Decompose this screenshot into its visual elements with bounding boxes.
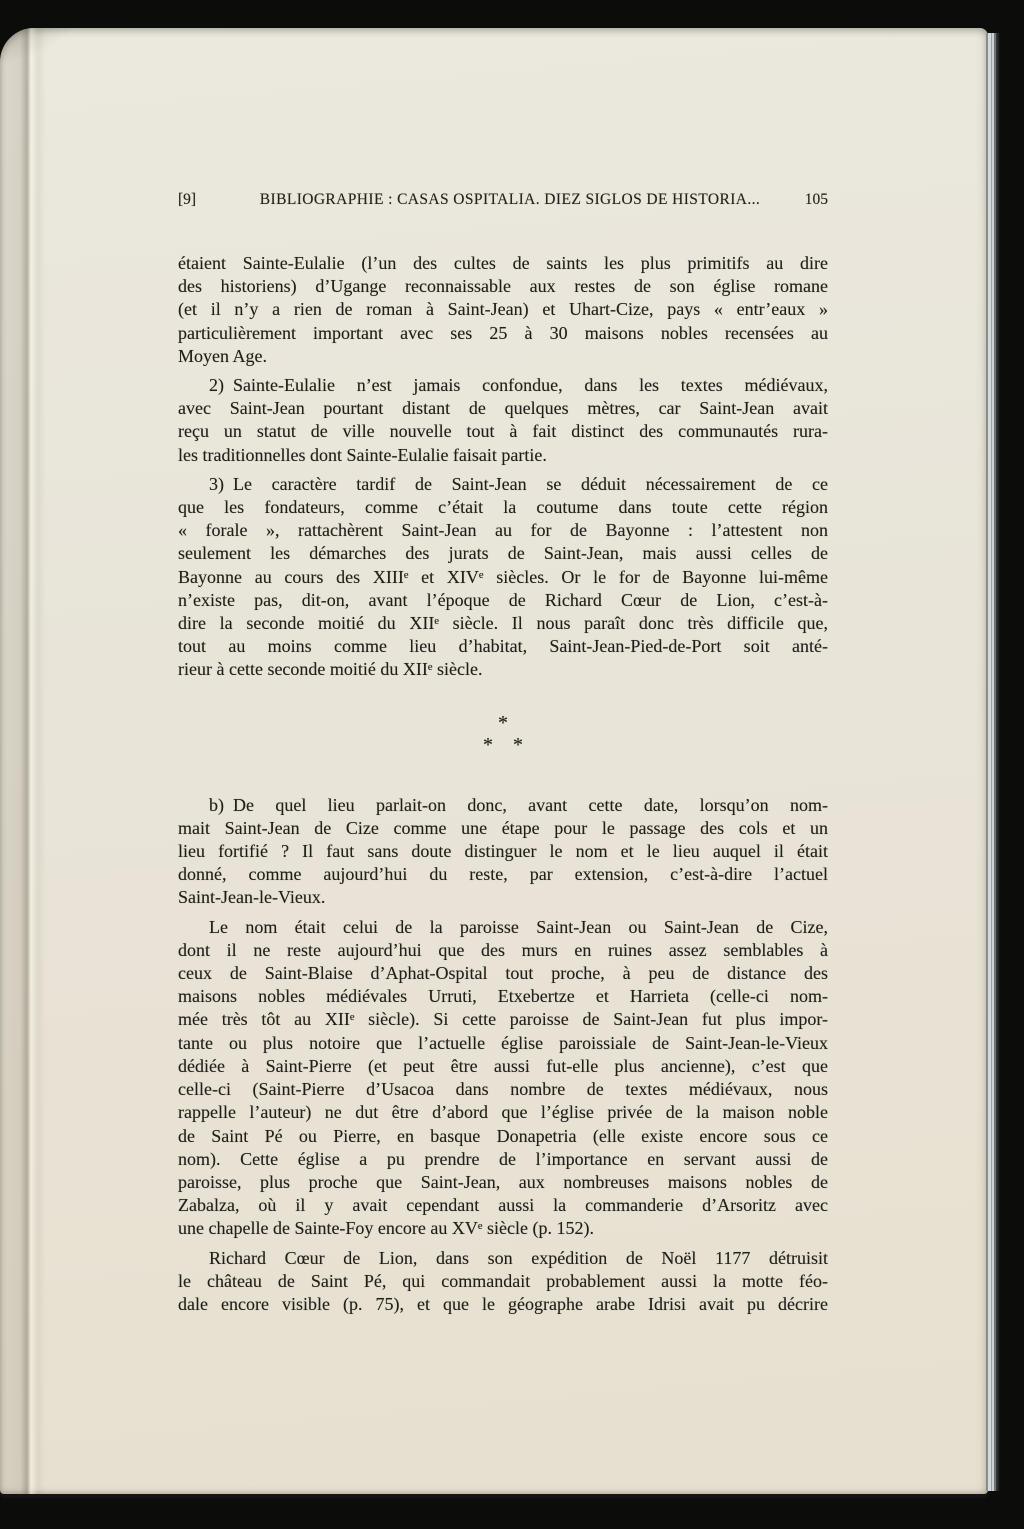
text-line: particulièrement important avec ses 25 à 30 maisons nobles recensées au bbox=[178, 322, 828, 343]
text-line: les traditionnelles dont Sainte-Eulalie faisait partie. bbox=[178, 444, 547, 465]
text-line: « forale », rattachèrent Saint-Jean au for de Bayonne : l’attestent non bbox=[178, 520, 828, 541]
text-line: celle-ci (Saint-Pierre d’Usacoa dans nombre de textes médiévaux, nous bbox=[178, 1079, 828, 1100]
text-line: b) De quel lieu parlait-on donc, avant cette date, lorsqu’on nom- bbox=[209, 794, 828, 815]
text-line: dire la seconde moitié du XIIᵉ siècle. Il nous paraît donc très difficile que, bbox=[178, 613, 828, 634]
paragraph bbox=[178, 252, 828, 368]
paragraph bbox=[178, 916, 828, 1241]
text-line: Bayonne au cours des XIIIᵉ et XIVᵉ siècles. Or le for de Bayonne lui-même bbox=[178, 566, 828, 587]
page-corner-shade bbox=[0, 28, 220, 188]
page-edge-stack bbox=[986, 33, 1004, 1491]
asterisk-line: * * bbox=[483, 733, 523, 756]
text-line: tout au moins comme lieu d’habitat, Saint-Jean-Pied-de-Port soit anté- bbox=[178, 636, 828, 657]
paragraph bbox=[178, 473, 828, 682]
paragraph bbox=[178, 794, 828, 910]
page-gutter-crease bbox=[0, 28, 46, 1494]
text-line: mait Saint-Jean de Cize comme une étape pour le passage des cols et un bbox=[178, 817, 828, 838]
text-line: donné, comme aujourd’hui du reste, par extension, c’est-à-dire l’actuel bbox=[178, 864, 828, 885]
text-line: paroisse, plus proche que Saint-Jean, aux nombreuses maisons nobles de bbox=[178, 1171, 828, 1192]
text-line: seulement les démarches des jurats de Saint-Jean, mais aussi celles de bbox=[178, 543, 828, 564]
text-line: rieur à cette seconde moitié du XIIᵉ siècle. bbox=[178, 659, 483, 680]
text-line: maisons nobles médiévales Urruti, Etxebertze et Harrieta (celle-ci nom- bbox=[178, 986, 828, 1007]
text-line: dédiée à Saint-Pierre (et peut être aussi fut-elle plus ancienne), c’est que bbox=[178, 1055, 828, 1076]
text-line: avec Saint-Jean pourtant distant de quelques mètres, car Saint-Jean avait bbox=[178, 398, 828, 419]
text-line: (et il n’y a rien de roman à Saint-Jean) et Uhart-Cize, pays « entr’eaux » bbox=[178, 299, 828, 320]
text-line: dale encore visible (p. 75), et que le géographe arabe Idrisi avait pu décrire bbox=[178, 1293, 828, 1314]
paragraph bbox=[178, 374, 828, 467]
text-line: rappelle l’auteur) ne dut être d’abord que l’église privée de la maison noble bbox=[178, 1102, 828, 1123]
text-line: le château de Saint Pé, qui commandait probablement aussi la motte féo- bbox=[178, 1270, 828, 1291]
asterisk-line: * bbox=[498, 711, 508, 734]
text-line: de Saint Pé ou Pierre, en basque Donapetria (elle existe encore sous ce bbox=[178, 1125, 828, 1146]
paragraph bbox=[178, 1247, 828, 1317]
text-line: Zabalza, où il y avait cependant aussi la commanderie d’Arsoritz avec bbox=[178, 1195, 828, 1216]
text-line: 2) Sainte-Eulalie n’est jamais confondue, dans les textes médiévaux, bbox=[209, 375, 828, 396]
text-line: reçu un statut de ville nouvelle tout à fait distinct des communautés rura- bbox=[178, 421, 828, 442]
section-separator bbox=[178, 712, 828, 756]
text-line: n’existe pas, dit-on, avant l’époque de Richard Cœur de Lion, c’est-à- bbox=[178, 589, 828, 610]
text-line: mée très tôt au XIIᵉ siècle). Si cette paroisse de Saint-Jean fut plus impor- bbox=[178, 1009, 828, 1030]
running-header bbox=[178, 191, 828, 209]
running-title: BIBLIOGRAPHIE : CASAS OSPITALIA. DIEZ SIGLOS DE HISTORIA... bbox=[259, 191, 761, 208]
page-number: 105 bbox=[804, 191, 828, 208]
text-line: Saint-Jean-le-Vieux. bbox=[178, 887, 326, 908]
text-line: tante ou plus notoire que l’actuelle église paroissiale de Saint-Jean-le-Vieux bbox=[178, 1032, 828, 1053]
text-line: lieu fortifié ? Il faut sans doute distinguer le nom et le lieu auquel il était bbox=[178, 841, 828, 862]
text-line: 3) Le caractère tardif de Saint-Jean se déduit nécessairement de ce bbox=[209, 473, 828, 494]
text-line: étaient Sainte-Eulalie (l’un des cultes de saints les plus primitifs au dire bbox=[178, 253, 828, 273]
text-line: Moyen Age. bbox=[178, 345, 267, 366]
text-line: ceux de Saint-Blaise d’Aphat-Ospital tout proche, à peu de distance des bbox=[178, 963, 828, 984]
text-line: nom). Cette église a pu prendre de l’importance en servant aussi de bbox=[178, 1148, 828, 1169]
text-line: Richard Cœur de Lion, dans son expédition de Noël 1177 détruisit bbox=[209, 1247, 828, 1268]
article-ref: [9] bbox=[178, 191, 197, 208]
text-line: que les fondateurs, comme c’était la coutume dans toute cette région bbox=[178, 497, 828, 518]
text-line: Le nom était celui de la paroisse Saint-Jean ou Saint-Jean de Cize, bbox=[209, 916, 828, 937]
page-body bbox=[178, 252, 828, 1316]
text-line: des historiens) d’Ugange reconnaissable aux restes de son église romane bbox=[178, 276, 828, 297]
text-line: dont il ne reste aujourd’hui que des murs en ruines assez semblables à bbox=[178, 939, 828, 960]
text-line: une chapelle de Sainte-Foy encore au XVᵉ siècle (p. 152). bbox=[178, 1218, 594, 1239]
